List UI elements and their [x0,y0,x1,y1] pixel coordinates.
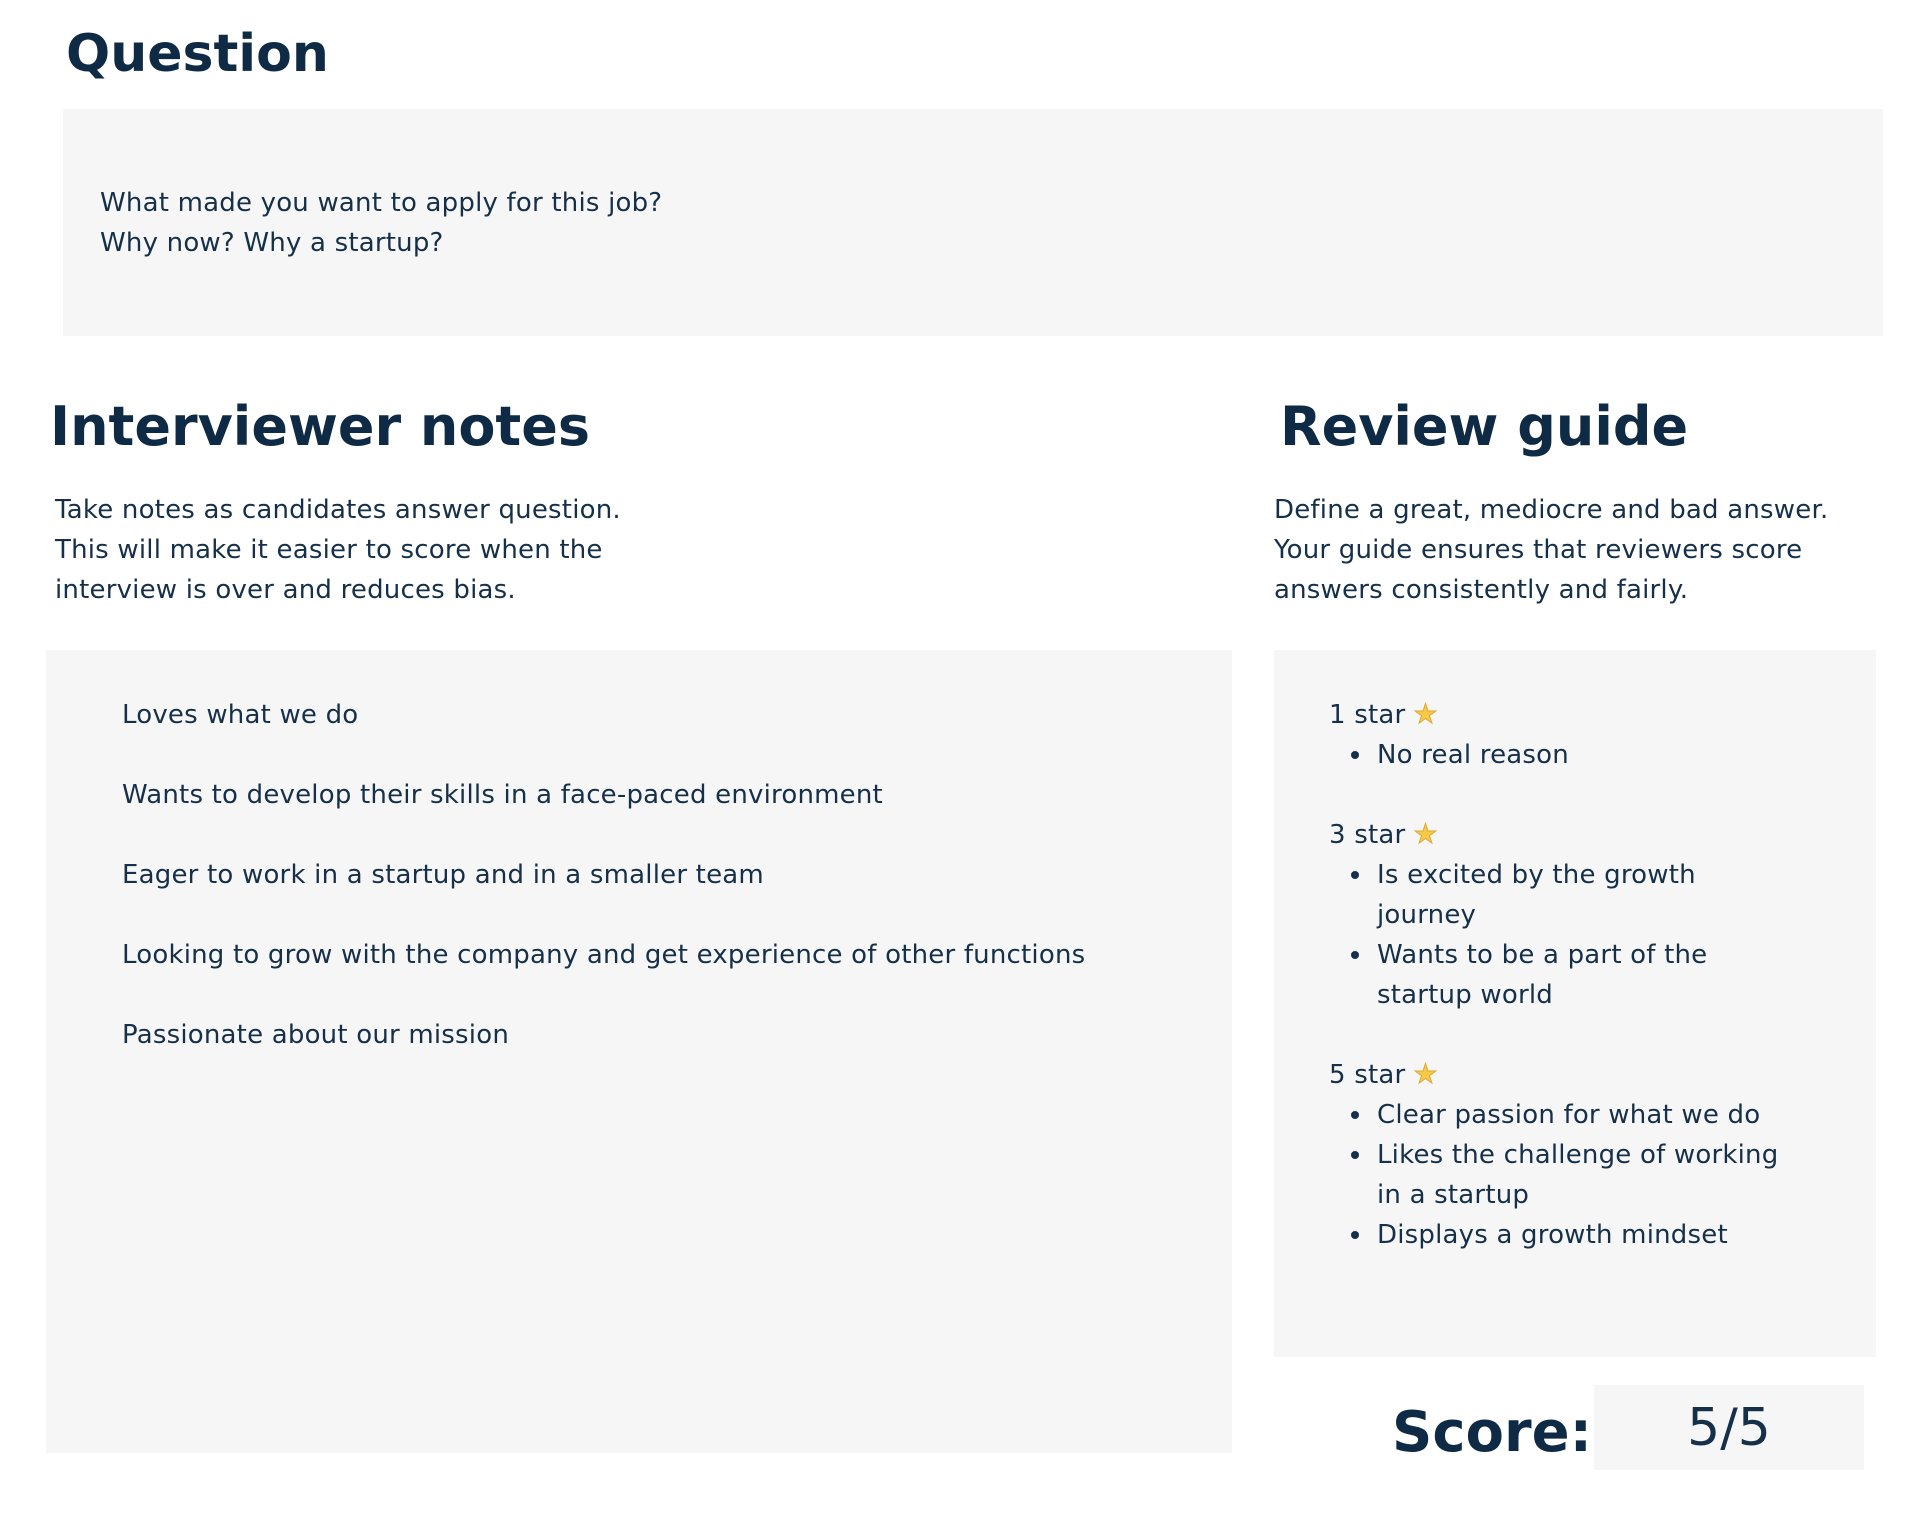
criteria-item: Wants to be a part of the startup world [1377,935,1797,1015]
score-input[interactable]: 5/5 [1594,1385,1864,1470]
intro-line: Take notes as candidates answer question. [55,495,621,525]
score-label: Score: [1392,1400,1592,1465]
intro-line: This will make it easier to score when the [55,535,603,565]
star-icon: ★ [1413,819,1438,850]
rating-level-1-star [1329,695,1876,775]
criteria-list [1329,735,1876,775]
criteria-item: Is excited by the growth journey [1377,855,1797,935]
question-title: Question [66,24,329,84]
question-line: What made you want to apply for this job? [100,188,663,218]
criteria-item: Clear passion for what we do [1377,1095,1797,1135]
review-guide-box [1274,650,1876,1357]
note-item: Wants to develop their skills in a face-paced environment [122,780,883,810]
rating-level-3-star [1329,815,1876,1015]
criteria-list [1329,1095,1876,1255]
criteria-list [1329,855,1876,1015]
intro-line: interview is over and reduces bias. [55,575,516,605]
note-item: Passionate about our mission [122,1020,510,1050]
intro-line: Your guide ensures that reviewers score [1274,535,1803,565]
interviewer-notes-title: Interviewer notes [50,395,590,458]
rating-level-5-star [1329,1055,1876,1255]
review-guide-title: Review guide [1280,395,1689,458]
star-icon: ★ [1413,699,1438,730]
interviewer-notes-intro [55,490,621,610]
star-icon: ★ [1413,1059,1438,1090]
rating-label: 5 star [1329,1060,1406,1090]
criteria-item: Likes the challenge of working in a startup [1377,1135,1797,1215]
note-item: Looking to grow with the company and get experience of other functions [122,940,1086,970]
review-guide-intro [1274,490,1828,610]
interviewer-notes-box[interactable] [46,650,1232,1453]
question-box [63,109,1883,336]
criteria-item: Displays a growth mindset [1377,1215,1797,1255]
note-item: Eager to work in a startup and in a smaller team [122,860,764,890]
rating-label: 1 star [1329,700,1406,730]
intro-line: Define a great, mediocre and bad answer. [1274,495,1829,525]
rating-label: 3 star [1329,820,1406,850]
criteria-item: No real reason [1377,735,1797,775]
intro-line: answers consistently and fairly. [1274,575,1689,605]
note-item: Loves what we do [122,700,359,730]
question-line: Why now? Why a startup? [100,228,444,258]
